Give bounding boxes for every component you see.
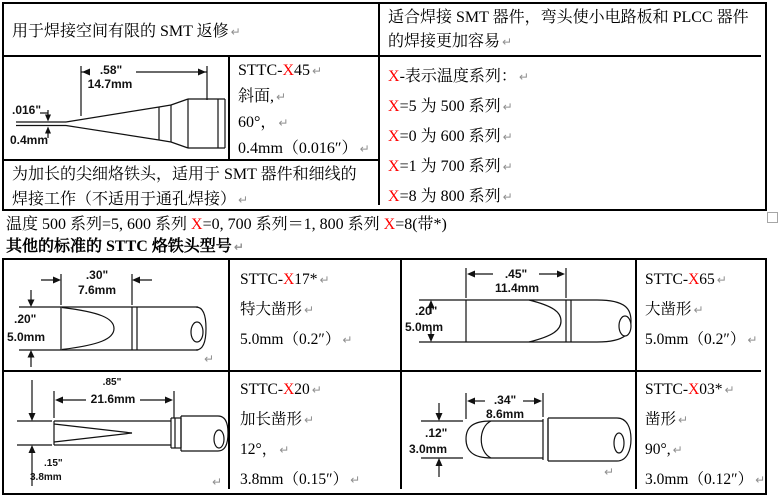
cell-sttc-x03 (637, 371, 766, 489)
legend-title: X-表示温度系列： ↵ (388, 68, 529, 85)
paragraph-mark: ↵ (350, 473, 361, 487)
tip-size: 5.0mm（0.2″） ↵ (645, 331, 758, 348)
cell-tip-description (4, 160, 378, 208)
paragraph-mark: ↵ (604, 465, 615, 479)
dim-length-in: .85" (102, 377, 122, 388)
dim-width-in: .12" (425, 426, 448, 440)
legend-item: X=1 为 700 系列 ↵ (388, 158, 513, 175)
paragraph-mark: ↵ (502, 130, 513, 144)
diagram-sttc-x03 (401, 371, 635, 489)
tip-shape: 特大凿形 ↵ (240, 301, 315, 318)
dim-length-in: .58" (99, 63, 123, 77)
cell-bent-tip-note (380, 4, 763, 55)
paragraph-mark: ↵ (724, 383, 735, 397)
usage-note-text: 用于焊接空间有限的 SMT 返修 (12, 23, 229, 40)
paragraph-mark: ↵ (342, 333, 353, 347)
paragraph-mark: ↵ (678, 413, 689, 427)
model-x-red: X (283, 381, 295, 398)
tip-shape: 凿形 ↵ (645, 411, 689, 428)
dim-width-mm: 5.0mm (7, 330, 46, 344)
cell-usage-note (4, 4, 378, 55)
paragraph-mark: ↵ (238, 193, 249, 207)
cell-sttc-x45 (230, 56, 378, 159)
tip-description-text: 为加长的尖细烙铁头，适用于 SMT 器件和细线的焊接工作（不适用于通孔焊接） (12, 166, 357, 208)
legend-x-red: X (388, 68, 400, 85)
tip-size: 3.0mm（0.12″） ↵ (645, 471, 766, 488)
diagram-sttc-x17 (4, 260, 228, 370)
dim-width-mm: 5.0mm (405, 320, 444, 334)
dim-dia-mm: 0.4mm (10, 133, 49, 147)
dim-length-in: .30" (85, 268, 109, 282)
paragraph-mark: ↵ (204, 352, 215, 366)
temperature-series-line: 温度 500 系列=5, 600 系列 X=0, 700 系列＝1, 800 系列 X=8(带*) (6, 216, 447, 233)
paragraph-mark: ↵ (518, 70, 529, 84)
paragraph-mark: ↵ (755, 473, 766, 487)
model-number: STTC-X03* ↵ (645, 381, 735, 398)
dim-length-mm: 21.6mm (90, 392, 136, 406)
legend-item: X=0 为 600 系列 ↵ (388, 128, 513, 145)
paragraph-mark: ↵ (693, 303, 704, 317)
tip-shape: 斜面, ↵ (238, 88, 287, 105)
diagram-sttc-x65 (401, 260, 635, 370)
dim-width-in: .15" (44, 458, 63, 469)
tip-angle: 90°, ↵ (645, 441, 683, 458)
temp-x-red: X (383, 216, 396, 233)
dim-width-in: .20" (415, 304, 438, 318)
legend-item: X=8 为 800 系列 ↵ (388, 188, 513, 205)
model-x-red: X (688, 381, 700, 398)
tip-shape: 加长凿形 ↵ (240, 411, 315, 428)
legend-item: X=5 为 500 系列 ↵ (388, 98, 513, 115)
tip-angle: 60°， ↵ (238, 114, 289, 131)
cell-sttc-x20 (230, 371, 398, 489)
paragraph-mark: ↵ (359, 142, 370, 156)
tip-shape: 大凿形 ↵ (645, 301, 704, 318)
dim-length-mm: 7.6mm (77, 283, 117, 297)
tip-angle: 12°， ↵ (240, 441, 290, 458)
model-x-red: X (688, 271, 700, 288)
paragraph-mark: ↵ (502, 35, 513, 49)
paragraph-mark: ↵ (312, 64, 323, 78)
cell-series-legend (380, 56, 763, 205)
paragraph-mark: ↵ (230, 25, 241, 39)
dim-length-mm: 8.6mm (485, 407, 525, 421)
cell-sttc-x17 (230, 260, 398, 370)
tip-size: 0.4mm（0.016″） ↵ (238, 140, 370, 157)
model-number: STTC-X65 ↵ (645, 271, 727, 288)
paragraph-mark: ↵ (279, 443, 290, 457)
model-x-red: X (282, 62, 295, 79)
model-number: STTC-X45 ↵ (238, 62, 323, 79)
tip-size: 5.0mm（0.2″） ↵ (240, 331, 353, 348)
dim-length-mm: 14.7mm (87, 77, 133, 91)
section-heading: 其他的标准的 STTC 烙铁头型号 ↵ (6, 238, 244, 255)
lower-table (2, 258, 767, 495)
upper-table (2, 2, 767, 211)
diagram-sttc-x20 (4, 371, 228, 489)
diagram-sttc-x45 (4, 56, 228, 159)
paragraph-mark: ↵ (502, 190, 513, 204)
cell-sttc-x65 (637, 260, 763, 370)
table-resize-handle[interactable] (767, 212, 778, 223)
paragraph-mark: ↵ (747, 333, 758, 347)
paragraph-mark: ↵ (212, 475, 223, 489)
dim-dia-in: .016" (12, 103, 42, 117)
dim-width-in: .20" (14, 312, 37, 326)
dim-width-mm: 3.0mm (409, 442, 448, 456)
model-x-red: X (283, 271, 295, 288)
temp-x-red: X (191, 216, 203, 233)
tip-size: 3.8mm（0.15″） ↵ (240, 471, 361, 488)
paragraph-mark: ↵ (278, 116, 289, 130)
paragraph-mark: ↵ (233, 240, 244, 254)
paragraph-mark: ↵ (319, 273, 330, 287)
paragraph-mark: ↵ (502, 100, 513, 114)
dim-length-in: .34" (493, 393, 517, 407)
model-number: STTC-X17* ↵ (240, 271, 330, 288)
dim-length-mm: 11.4mm (494, 281, 540, 295)
dim-width-mm: 3.8mm (30, 472, 62, 483)
paragraph-mark: ↵ (502, 160, 513, 174)
paragraph-mark: ↵ (716, 273, 727, 287)
paragraph-mark: ↵ (304, 413, 315, 427)
bent-tip-note-text: 适合焊接 SMT 器件，弯头使小电路板和 PLCC 器件的焊接更加容易 (388, 9, 749, 50)
model-number: STTC-X20 ↵ (240, 381, 322, 398)
paragraph-mark: ↵ (304, 303, 315, 317)
paragraph-mark: ↵ (276, 90, 287, 104)
paragraph-mark: ↵ (311, 383, 322, 397)
paragraph-mark: ↵ (672, 443, 683, 457)
dim-length-in: .45" (504, 267, 528, 281)
